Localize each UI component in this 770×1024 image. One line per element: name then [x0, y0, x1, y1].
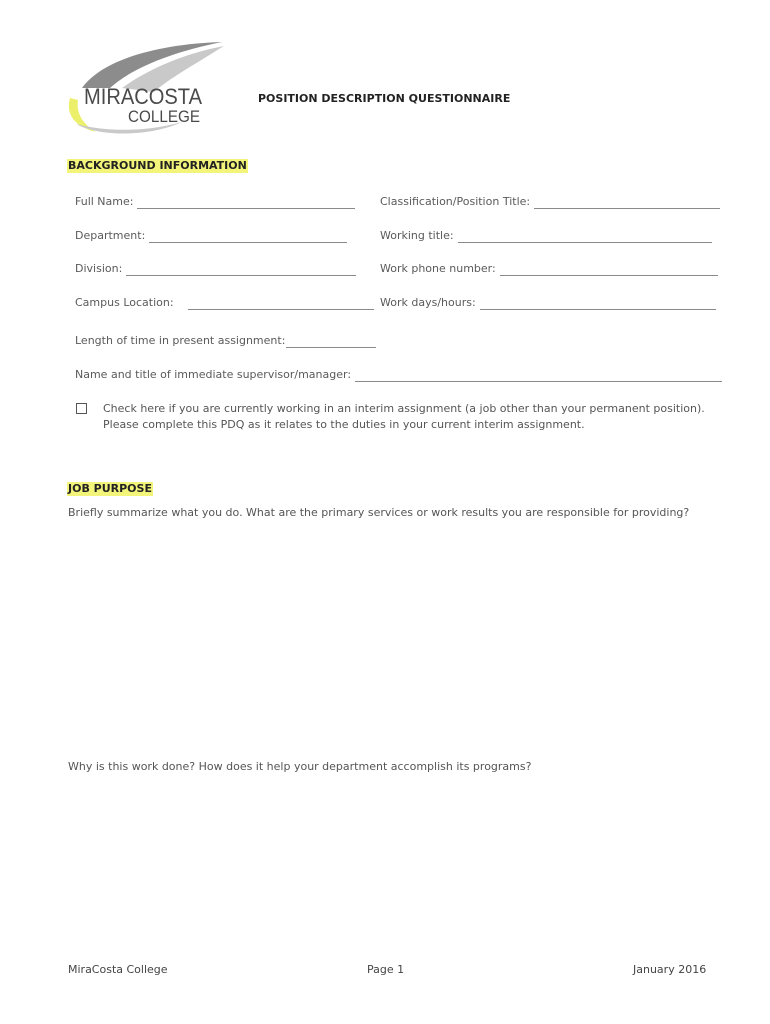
- division-field[interactable]: [75, 262, 356, 276]
- division-blank[interactable]: [126, 264, 356, 276]
- background-heading: BACKGROUND INFORMATION: [68, 159, 247, 172]
- length-of-time-field[interactable]: [75, 334, 376, 348]
- department-field[interactable]: [75, 229, 347, 243]
- interim-text-line2: Please complete this PDQ as it relates to the duties in your current interim assignment.: [103, 418, 585, 431]
- footer-date: January 2016: [633, 963, 707, 976]
- classification-blank[interactable]: [534, 197, 720, 209]
- campus-location-blank[interactable]: [188, 298, 374, 310]
- campus-location-field[interactable]: [75, 296, 374, 310]
- length-of-time-label: Length of time in present assignment:: [75, 334, 286, 347]
- logo-swoosh-icon: [62, 40, 227, 138]
- classification-field[interactable]: [380, 195, 720, 209]
- full-name-blank[interactable]: [137, 197, 355, 209]
- logo-line1: MIRACOSTA: [84, 84, 203, 109]
- working-title-field[interactable]: [380, 229, 712, 243]
- interim-text-line1: Check here if you are currently working in an interim assignment (a job other than your permanent position).: [103, 402, 705, 415]
- working-title-blank[interactable]: [458, 231, 712, 243]
- work-phone-blank[interactable]: [500, 264, 718, 276]
- full-name-field[interactable]: [75, 195, 355, 209]
- supervisor-label: Name and title of immediate supervisor/manager:: [75, 368, 352, 381]
- work-phone-field[interactable]: [380, 262, 718, 276]
- working-title-label: Working title:: [380, 229, 454, 242]
- miracosta-logo: [62, 40, 227, 138]
- footer-left: MiraCosta College: [68, 963, 168, 976]
- full-name-label: Full Name:: [75, 195, 134, 208]
- supervisor-blank[interactable]: [355, 370, 722, 382]
- job-purpose-question1: Briefly summarize what you do. What are the primary services or work results you are responsible for providing?: [68, 506, 690, 519]
- department-label: Department:: [75, 229, 146, 242]
- work-days-blank[interactable]: [480, 298, 716, 310]
- campus-location-label: Campus Location:: [75, 296, 174, 309]
- division-label: Division:: [75, 262, 123, 275]
- work-days-label: Work days/hours:: [380, 296, 476, 309]
- job-purpose-answer1-area[interactable]: [68, 524, 718, 754]
- interim-checkbox[interactable]: [76, 403, 87, 414]
- job-purpose-answer2-area[interactable]: [68, 778, 718, 948]
- supervisor-field[interactable]: [75, 368, 722, 382]
- work-phone-label: Work phone number:: [380, 262, 496, 275]
- job-purpose-heading: JOB PURPOSE: [68, 482, 152, 495]
- footer-page-number: Page 1: [367, 963, 405, 976]
- logo-line2: COLLEGE: [128, 107, 200, 126]
- work-days-field[interactable]: [380, 296, 716, 310]
- document-title: POSITION DESCRIPTION QUESTIONNAIRE: [258, 92, 511, 105]
- classification-label: Classification/Position Title:: [380, 195, 531, 208]
- length-of-time-blank[interactable]: [286, 336, 376, 348]
- job-purpose-question2: Why is this work done? How does it help your department accomplish its programs?: [68, 760, 532, 773]
- department-blank[interactable]: [149, 231, 347, 243]
